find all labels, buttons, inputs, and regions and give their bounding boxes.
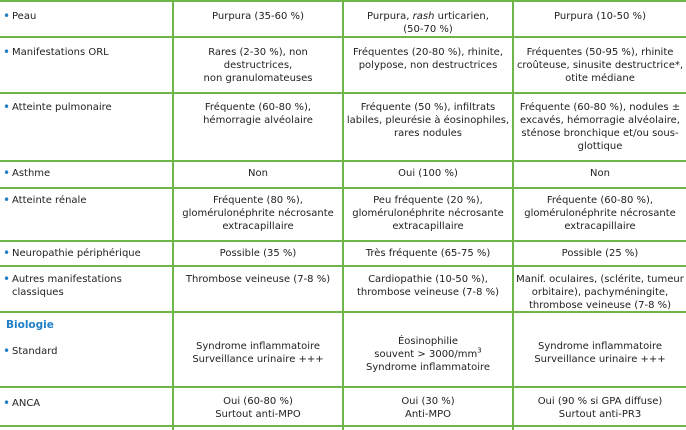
section-title-biologie: Biologie <box>6 319 54 331</box>
cell-orl-col2: Fréquentes (20-80 %), rhinite, polypose, non destructrices <box>352 47 504 71</box>
cell-asthme-col3: Non <box>590 168 610 179</box>
row-divider <box>0 240 686 242</box>
cell-pulmonaire-col3: Fréquente (60-80 %), nodules ± excavés, hémorragie alvéolaire, sténose bronchique et/ou sous- glottique <box>519 102 681 152</box>
cell-peau-col1: Purpura (35-60 %) <box>212 11 304 22</box>
cell-asthme-col2: Oui (100 %) <box>398 168 458 179</box>
cell-pulmonaire-col2: Fréquente (50 %), infiltrats labiles, pleurésie à éosinophiles, rares nodules <box>346 102 510 139</box>
cell-renale-col1: Fréquente (80 %), glomérulonéphrite nécrosante extracapillaire <box>182 195 334 232</box>
cell-pulmonaire-col1: Fréquente (60-80 %), hémorragie alvéolaire <box>203 102 313 126</box>
bullet-icon: • <box>3 246 11 260</box>
row-label-autres: • Autres manifestations classiques <box>3 272 122 298</box>
bullet-icon: • <box>3 9 11 23</box>
row-label-pulmonaire: • Atteinte pulmonaire <box>3 100 112 114</box>
row-label-orl: • Manifestations ORL <box>3 45 109 59</box>
row-divider <box>0 386 686 388</box>
row-divider <box>0 0 686 2</box>
row-divider <box>0 187 686 189</box>
row-label-anca: • ANCA <box>3 396 41 410</box>
cell-autres-col3: Manif. oculaires, (sclérite, tumeur orbitaire), pachyméningite, thrombose veineuse (7-8 %) <box>516 274 684 311</box>
row-divider <box>0 36 686 38</box>
cell-asthme-col1: Non <box>248 168 268 179</box>
cell-standard-col1: Syndrome inflammatoire Surveillance urinaire +++ <box>192 341 324 365</box>
bullet-icon: • <box>3 45 11 59</box>
row-divider <box>0 265 686 267</box>
cell-anca-col3: Oui (90 % si GPA diffuse) Surtout anti-PR3 <box>537 396 663 420</box>
bullet-icon: • <box>3 166 11 180</box>
row-label-peau: • Peau <box>3 9 37 23</box>
cell-standard-col2: Éosinophilie souvent > $3000/mm^3$ Syndrome inflammatoire <box>365 336 491 373</box>
cell-autres-col1: Thrombose veineuse (7-8 %) <box>185 274 331 285</box>
bullet-icon: • <box>3 100 11 114</box>
row-label-asthme: • Asthme <box>3 166 51 180</box>
cell-anca-col2: Oui (30 %) Anti-MPO <box>401 396 455 420</box>
cell-neuropathie-col3: Possible (25 %) <box>561 248 639 259</box>
cell-orl-col1: Rares (2-30 %), non destructrices, non granulomateuses <box>203 47 313 84</box>
cell-neuropathie-col1: Possible (35 %) <box>219 248 297 259</box>
row-label-standard: • Standard <box>3 344 58 358</box>
row-label-renale: • Atteinte rénale <box>3 193 87 207</box>
bullet-icon: • <box>3 193 11 207</box>
cell-standard-col3: Syndrome inflammatoire Surveillance urinaire +++ <box>534 341 666 365</box>
row-divider <box>0 160 686 162</box>
cell-renale-col3: Fréquente (60-80 %), glomérulonéphrite nécrosante extracapillaire <box>524 195 676 232</box>
cell-anca-col1: Oui (60-80 %) Surtout anti-MPO <box>215 396 301 420</box>
cell-renale-col2: Peu fréquente (20 %), glomérulonéphrite nécrosante extracapillaire <box>352 195 504 232</box>
bullet-icon: • <box>3 272 11 286</box>
cell-orl-col3: Fréquentes (50-95 %), rhinite croûteuse, sinusite destructrice*, otite médiane <box>516 47 684 84</box>
cell-peau-col2: Purpura, rash urticarien, (50-70 %) <box>367 11 489 35</box>
bullet-icon: • <box>3 344 11 358</box>
row-divider <box>0 425 686 427</box>
cell-neuropathie-col2: Très fréquente (65-75 %) <box>365 248 491 259</box>
cell-peau-col3: Purpura (10-50 %) <box>554 11 646 22</box>
cell-autres-col2: Cardiopathie (10-50 %), thrombose veineuse (7-8 %) <box>356 274 500 298</box>
bullet-icon: • <box>3 396 11 410</box>
row-label-neuropathie: • Neuropathie périphérique <box>3 246 141 260</box>
row-divider <box>0 92 686 94</box>
